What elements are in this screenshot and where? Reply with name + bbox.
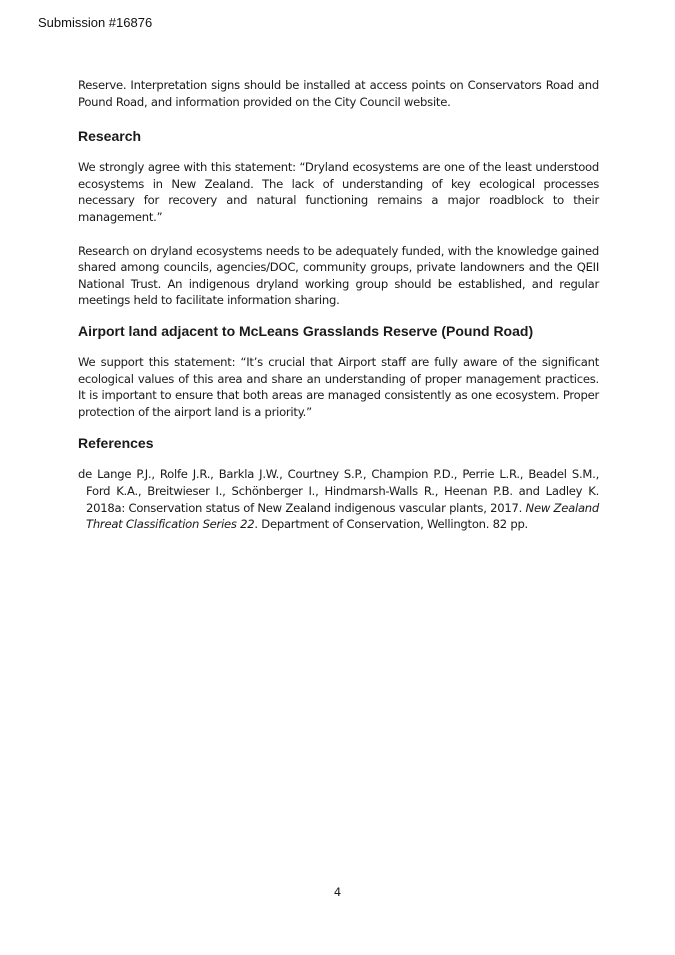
submission-label: Submission #16876 — [38, 15, 153, 30]
research-heading: Research — [78, 128, 142, 145]
research-paragraph-2: Research on dryland ecosystems needs to be adequately funded, with the knowledge gained shared among councils, agencies/DOC, community groups, private landowners and the QEII National Trust. An indigenous dryland working group should be established, and regular meetings held to facilitate information sharing. — [78, 243, 599, 308]
reference-text-after: . Department of Conservation, Wellington. 82 pp. — [254, 517, 528, 532]
document-body — [78, 77, 599, 533]
airport-paragraph: We support this statement: “It’s crucial that Airport staff are fully aware of the significant ecological values of this area and share an understanding of proper management practices. It is important to ensure that both areas are managed consistently as one ecosystem. Proper protection of the airport land is a priority.” — [78, 354, 599, 419]
reference-series-title: New Zealand Threat Classification Series 22 — [86, 500, 600, 532]
references-heading: References — [78, 435, 154, 452]
research-paragraph-1: We strongly agree with this statement: “Dryland ecosystems are one of the least understood ecosystems in New Zealand. The lack of understanding of key ecological processes necessary for recovery and natural functioning remains a major roadblock to their management.” — [78, 160, 599, 224]
reference-text-before: de Lange P.J., Rolfe J.R., Barkla J.W., Courtney S.P., Champion P.D., Perrie L.R., Beadel S.M., Ford K.A., Breitwieser I., Schönberger I., Hindmarsh-Walls R., Heenan P.B. and Ladley K. 2018a: Conservation status of New Zealand indigenous vascular plants, 2017. — [78, 467, 599, 515]
intro-paragraph: Reserve. Interpretation signs should be installed at access points on Conservators Road and Pound Road, and information provided on the City Council website. — [78, 78, 599, 109]
reference-entry — [78, 466, 599, 532]
airport-heading: Airport land adjacent to McLeans Grasslands Reserve (Pound Road) — [78, 322, 534, 339]
page-number: 4 — [333, 885, 342, 899]
